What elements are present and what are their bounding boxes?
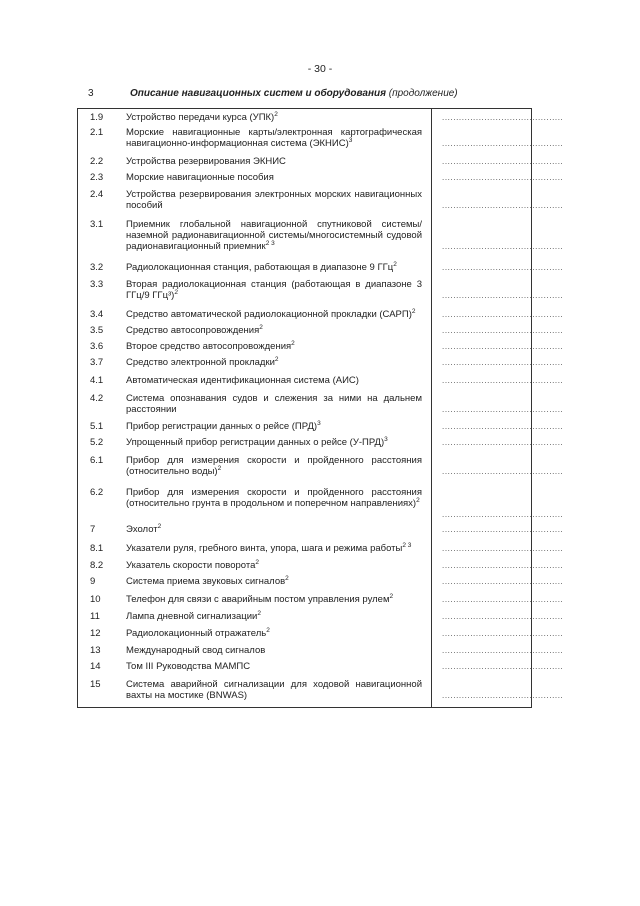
fill-in-field[interactable]: ........................................... — [442, 662, 564, 671]
row-number: 3.6 — [90, 341, 104, 352]
fill-in-field[interactable]: ........................................... — [442, 358, 564, 367]
row-number: 3.5 — [90, 325, 104, 336]
row-description — [126, 628, 422, 639]
fill-in-field[interactable]: ........................................... — [442, 263, 564, 272]
row-description — [126, 375, 422, 386]
fill-in-field[interactable]: ........................................... — [442, 139, 564, 149]
row-description — [126, 112, 422, 123]
fill-in-field[interactable]: ........................................... — [442, 577, 564, 586]
row-description-text: Устройства резервирования электронных морских навигационных пособий — [126, 189, 422, 212]
row-description — [126, 679, 422, 701]
row-description-text: Морские навигационные пособия — [126, 172, 274, 183]
row-description-text: Прибор для измерения скорости и пройденного расстояния (относительно воды) — [126, 455, 422, 478]
footnote-ref: 2 — [285, 574, 289, 582]
fill-in-field[interactable]: ........................................... — [442, 646, 564, 655]
fill-in-field[interactable]: ........................................... — [442, 691, 564, 701]
footnote-ref: 2 — [266, 626, 270, 634]
row-description-text: Прибор регистрации данных о рейсе (ПРД) — [126, 421, 318, 432]
footnote-ref: 2 — [291, 339, 295, 347]
row-number: 10 — [90, 594, 101, 605]
row-description — [126, 661, 422, 672]
row-description-text: Радиолокационный отражатель — [126, 628, 267, 639]
row-description — [126, 325, 422, 336]
row-description — [126, 219, 422, 253]
row-number: 6.1 — [90, 455, 104, 466]
row-description — [126, 594, 422, 605]
row-description-text: Средство автоматической радиолокационной прокладки (САРП) — [126, 309, 412, 320]
row-number: 8.1 — [90, 543, 104, 554]
fill-in-field[interactable]: ........................................... — [442, 157, 564, 166]
fill-in-field[interactable]: ........................................... — [442, 629, 564, 638]
row-number: 3.4 — [90, 309, 104, 320]
row-description — [126, 645, 422, 656]
footnote-ref: 2 — [274, 355, 279, 363]
row-number: 5.2 — [90, 437, 104, 448]
footnote-ref: 2 — [389, 592, 394, 600]
row-description — [126, 279, 422, 301]
row-description-text: Вторая радиолокационная станция (работающая в диапазоне 3 ГГц/9 ГГц³) — [126, 279, 422, 302]
row-number: 11 — [90, 611, 100, 622]
footnote-ref: 2 — [217, 465, 222, 473]
footnote-ref: 2 — [257, 609, 261, 617]
row-number: 5.1 — [90, 421, 104, 432]
row-description — [126, 393, 422, 415]
row-description-text: Второе средство автосопровождения — [126, 341, 292, 352]
section-title-continued: (продолжение) — [386, 88, 458, 99]
footnote-ref: 2 — [416, 497, 420, 505]
row-description — [126, 455, 422, 477]
fill-in-field[interactable]: ........................................... — [442, 113, 564, 122]
footnote-ref: 2 3 — [402, 541, 412, 549]
footnote-ref: 3 — [384, 435, 388, 443]
row-number: 9 — [90, 576, 96, 587]
row-number: 2.4 — [90, 189, 104, 200]
row-description — [126, 437, 422, 448]
row-description-text: Автоматическая идентификационная система (АИС) — [126, 375, 359, 386]
row-description-text: Система аварийной сигнализации для ходовой навигационной вахты на мостике (BNWAS) — [126, 679, 422, 702]
row-description — [126, 357, 422, 368]
fill-in-field[interactable]: ........................................... — [442, 525, 564, 534]
fill-in-field[interactable]: ........................................... — [442, 467, 564, 477]
fill-in-field[interactable]: ........................................... — [442, 376, 564, 385]
footnote-ref: 2 — [174, 289, 178, 297]
row-description — [126, 560, 422, 571]
fill-in-field[interactable]: ........................................... — [442, 242, 564, 252]
row-number: 3.7 — [90, 357, 104, 368]
fill-in-field[interactable]: ........................................... — [442, 342, 564, 351]
row-number: 8.2 — [90, 560, 104, 571]
row-description — [126, 189, 422, 211]
page-number: - 30 - — [307, 63, 333, 75]
row-description-text: Приемник глобальной навигационной спутниковой системы/наземной радионавигационной системы/многосистемный судовой радионавигационный приемник — [126, 219, 422, 253]
fill-in-field[interactable]: ........................................... — [442, 438, 564, 447]
row-description-text: Эхолот — [126, 524, 158, 535]
footnote-ref: 2 — [259, 323, 263, 331]
row-number: 2.1 — [90, 127, 104, 138]
fill-in-field[interactable]: ........................................... — [442, 310, 564, 319]
fill-in-field[interactable]: ........................................... — [442, 544, 564, 553]
row-description — [126, 262, 422, 273]
fill-in-field[interactable]: ........................................... — [442, 405, 564, 415]
row-description-text: Прибор для измерения скорости и пройденного расстояния (относительно грунта в продольном и поперечном направлениях) — [126, 487, 422, 510]
footnote-ref: 2 — [157, 522, 162, 530]
section-number: 3 — [88, 88, 94, 99]
row-number: 14 — [90, 661, 101, 672]
fill-in-field[interactable]: ........................................... — [442, 595, 564, 604]
footnote-ref: 2 — [274, 110, 278, 118]
row-number: 6.2 — [90, 487, 104, 498]
row-number: 3.3 — [90, 279, 104, 290]
row-description-text: Международный свод сигналов — [126, 645, 266, 656]
row-number: 2.2 — [90, 156, 104, 167]
footnote-ref: 3 — [317, 419, 321, 427]
row-description — [126, 576, 422, 587]
row-number: 12 — [90, 628, 101, 639]
table-column-divider — [431, 108, 432, 708]
row-number: 4.1 — [90, 375, 104, 386]
row-description-text: Упрощенный прибор регистрации данных о рейсе (У-ПРД) — [126, 437, 385, 448]
row-number: 3.2 — [90, 262, 104, 273]
row-description — [126, 487, 422, 509]
row-description — [126, 421, 422, 432]
row-description-text: Телефон для связи с аварийным постом управления рулем — [126, 594, 390, 605]
section-title-main: Описание навигационных систем и оборудования — [130, 88, 386, 99]
fill-in-field[interactable]: ........................................... — [442, 326, 564, 335]
fill-in-field[interactable]: ........................................... — [442, 201, 564, 211]
row-description — [126, 309, 422, 320]
row-description-text: Устройства резервирования ЭКНИС — [126, 156, 286, 167]
fill-in-field[interactable]: ........................................... — [442, 561, 564, 570]
row-description-text: Том III Руководства МАМПС — [126, 661, 251, 672]
footnote-ref: 3 — [348, 137, 353, 145]
fill-in-field[interactable]: ........................................... — [442, 291, 564, 301]
row-description-text: Указатели руля, гребного винта, упора, шага и режима работы — [126, 543, 403, 554]
row-description-text: Морские навигационные карты/электронная картографическая навигационно-информационная система (ЭКНИС) — [126, 127, 422, 150]
fill-in-field[interactable]: ........................................... — [442, 173, 564, 182]
row-number: 2.3 — [90, 172, 104, 183]
row-number: 7 — [90, 524, 96, 535]
row-number: 3.1 — [90, 219, 104, 230]
row-description-text: Радиолокационная станция, работающая в диапазоне 9 ГГц — [126, 262, 394, 273]
footnote-ref: 2 3 — [265, 240, 275, 248]
row-description — [126, 127, 422, 149]
section-title — [130, 88, 458, 99]
row-description — [126, 341, 422, 352]
row-number: 1.9 — [90, 112, 104, 123]
fill-in-field[interactable]: ........................................... — [442, 612, 564, 621]
footnote-ref: 2 — [393, 260, 397, 268]
row-description-text: Система приема звуковых сигналов — [126, 576, 286, 587]
row-description — [126, 611, 422, 622]
footnote-ref: 2 — [255, 558, 259, 566]
row-number: 15 — [90, 679, 101, 690]
row-description-text: Средство электронной прокладки — [126, 357, 275, 368]
row-description-text: Устройство передачи курса (УПК) — [126, 112, 275, 123]
footnote-ref: 2 — [411, 307, 416, 315]
fill-in-field[interactable]: ........................................... — [442, 422, 564, 431]
row-description — [126, 172, 422, 183]
row-number: 4.2 — [90, 393, 104, 404]
row-description-text: Средство автосопровождения — [126, 325, 260, 336]
row-description-text: Система опознавания судов и слежения за ними на дальнем расстоянии — [126, 393, 422, 416]
row-description-text: Указатель скорости поворота — [126, 560, 256, 571]
fill-in-field[interactable]: ........................................... — [442, 510, 564, 520]
row-description — [126, 156, 422, 167]
row-description-text: Лампа дневной сигнализации — [126, 611, 258, 622]
row-description — [126, 543, 422, 554]
row-description — [126, 524, 422, 535]
row-number: 13 — [90, 645, 101, 656]
